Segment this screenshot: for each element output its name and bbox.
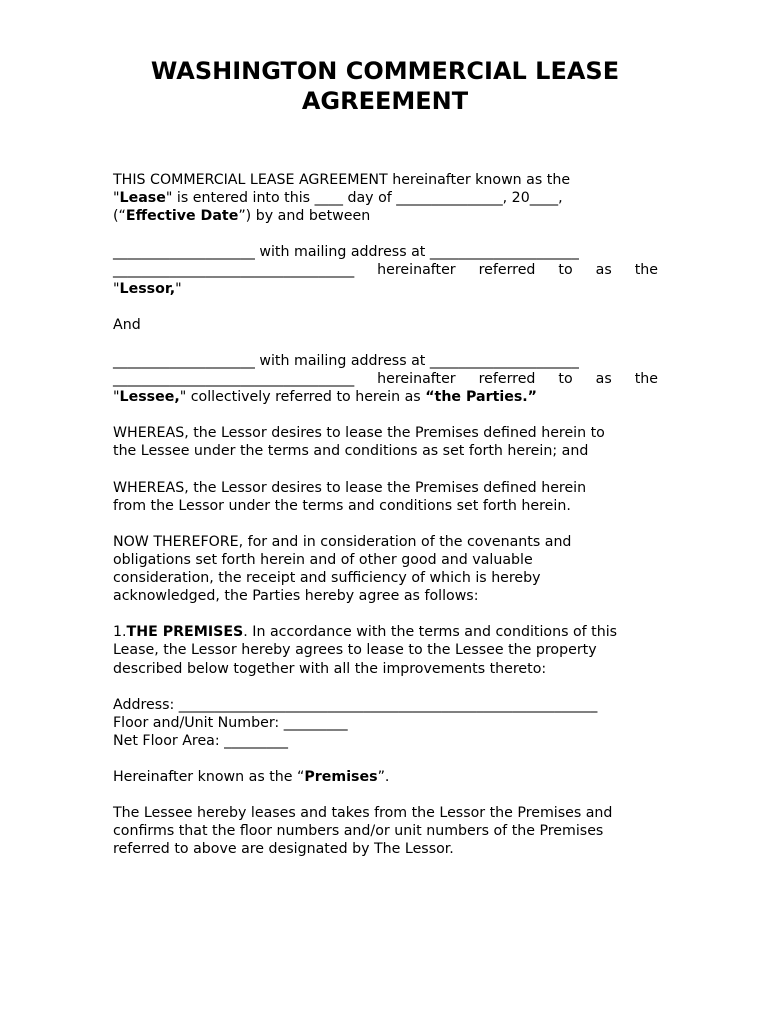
premises-term: Premises bbox=[304, 769, 378, 786]
premises-line-1 bbox=[113, 623, 658, 641]
lessee-leases-line-2: confirms that the floor numbers and/or unit numbers of the Premises bbox=[113, 823, 604, 840]
whereas1-line-2: the Lessee under the terms and conditions as set forth herein; and bbox=[113, 443, 589, 460]
lessor-blank: __________________________________ bbox=[113, 262, 355, 279]
lessor-line-2 bbox=[113, 261, 658, 279]
section-number: 1. bbox=[113, 624, 127, 641]
quote-mark: " bbox=[175, 280, 182, 297]
premises-line-3: described below together with all the improvements thereto: bbox=[113, 660, 547, 677]
parties-term: “the Parties.” bbox=[425, 389, 538, 406]
quote-mark: " bbox=[113, 190, 120, 207]
lessor-line-2-rest: hereinafter referred to as the bbox=[377, 262, 658, 279]
lessee-term: Lessee, bbox=[119, 389, 180, 406]
premises-paragraph bbox=[113, 623, 658, 677]
intro-paragraph bbox=[113, 171, 658, 225]
intro-line-2 bbox=[113, 189, 658, 207]
hereinafter-paragraph bbox=[113, 768, 658, 786]
address-field: Address: ___________________________________________________________ bbox=[113, 696, 598, 713]
lessee-line-2 bbox=[113, 370, 658, 388]
now-therefore-paragraph bbox=[113, 533, 658, 605]
document-body bbox=[113, 171, 658, 877]
whereas2-line-2: from the Lessor under the terms and conditions set forth herein. bbox=[113, 497, 571, 514]
lessee-line-1: ____________________ with mailing address at _____________________ bbox=[113, 352, 579, 369]
lessee-line-3-mid: " collectively referred to herein as bbox=[179, 389, 426, 406]
now-therefore-line-1: NOW THEREFORE, for and in consideration of the covenants and bbox=[113, 533, 572, 550]
lessee-leases-line-1: The Lessee hereby leases and takes from the Lessor the Premises and bbox=[113, 805, 613, 822]
whereas-paragraph-2 bbox=[113, 479, 658, 515]
whereas-paragraph-1 bbox=[113, 424, 658, 460]
lessee-blank: __________________________________ bbox=[113, 371, 355, 388]
lease-term: Lease bbox=[119, 190, 166, 207]
premises-heading: THE PREMISES bbox=[126, 624, 244, 641]
title-line-2: AGREEMENT bbox=[301, 87, 469, 115]
lessee-line-2-rest: hereinafter referred to as the bbox=[377, 371, 658, 388]
now-therefore-line-2: obligations set forth herein and of other good and valuable bbox=[113, 551, 533, 568]
premises-line-2: Lease, the Lessor hereby agrees to lease to the Lessee the property bbox=[113, 642, 597, 659]
intro-line-1: THIS COMMERCIAL LEASE AGREEMENT hereinafter known as the bbox=[113, 172, 571, 188]
quote-mark: (“ bbox=[113, 208, 126, 225]
effective-date-term: Effective Date bbox=[125, 208, 239, 225]
intro-line-3-rest: ”) by and between bbox=[238, 208, 371, 225]
and-label: And bbox=[113, 316, 141, 333]
now-therefore-line-4: acknowledged, the Parties hereby agree as follows: bbox=[113, 588, 479, 605]
lessee-leases-paragraph bbox=[113, 804, 658, 858]
and-paragraph bbox=[113, 316, 658, 334]
address-block bbox=[113, 696, 658, 750]
title-line-1: WASHINGTON COMMERCIAL LEASE bbox=[150, 57, 620, 85]
lessor-line-3 bbox=[113, 280, 658, 298]
lessee-leases-line-3: referred to above are designated by The Lessor. bbox=[113, 841, 454, 858]
lessee-paragraph bbox=[113, 352, 658, 406]
now-therefore-line-3: consideration, the receipt and sufficiency of which is hereby bbox=[113, 570, 541, 587]
intro-line-3 bbox=[113, 207, 658, 225]
quote-mark: " bbox=[113, 280, 120, 297]
premises-line-1-rest: . In accordance with the terms and conditions of this bbox=[243, 624, 618, 641]
hereinafter-pre: Hereinafter known as the “ bbox=[113, 769, 305, 786]
net-floor-area-field: Net Floor Area: _________ bbox=[113, 732, 289, 749]
lessor-paragraph bbox=[113, 243, 658, 297]
quote-mark: " bbox=[113, 389, 120, 406]
intro-line-2-rest: " is entered into this ____ day of _______________, 20____, bbox=[165, 190, 563, 207]
whereas1-line-1: WHEREAS, the Lessor desires to lease the Premises defined herein to bbox=[113, 425, 605, 442]
hereinafter-post: ”. bbox=[377, 769, 390, 786]
whereas2-line-1: WHEREAS, the Lessor desires to lease the Premises defined herein bbox=[113, 479, 587, 496]
lessor-term: Lessor, bbox=[119, 280, 176, 297]
lessor-line-1: ____________________ with mailing address at _____________________ bbox=[113, 244, 579, 261]
document-title bbox=[100, 56, 670, 116]
lessee-line-3 bbox=[113, 388, 658, 406]
hereinafter-line bbox=[113, 768, 658, 786]
floor-unit-field: Floor and/Unit Number: _________ bbox=[113, 714, 348, 731]
